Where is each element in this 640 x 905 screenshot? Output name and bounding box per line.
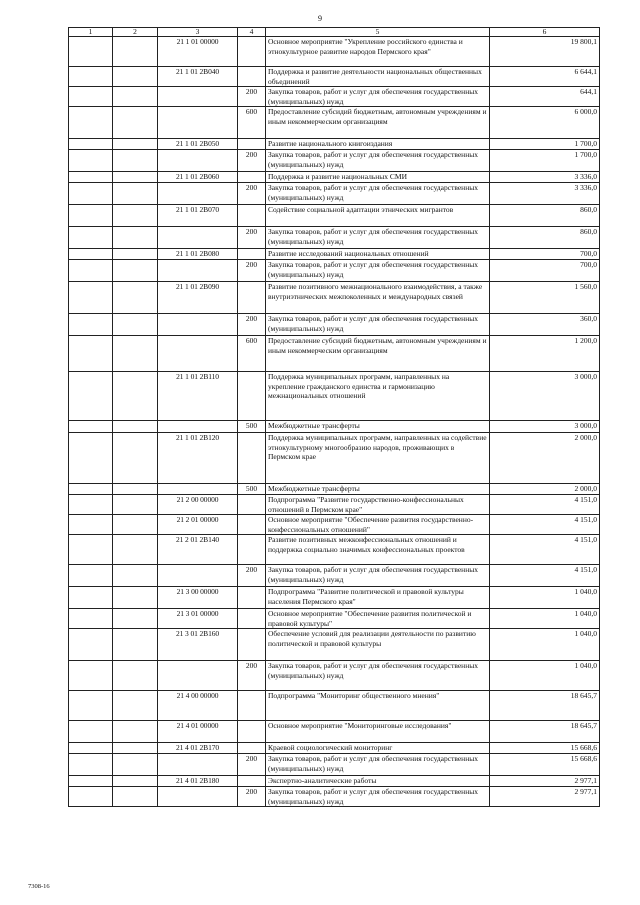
cell-col-1 [69, 691, 113, 721]
cell-item-name: Основное мероприятие "Обеспечение развития государственно-конфессиональных отношений" [266, 515, 490, 535]
cell-item-name: Основное мероприятие "Обеспечение развития политической и правовой культуры" [266, 609, 490, 629]
cell-budget-code: 21 1 01 2В120 [158, 433, 238, 484]
cell-budget-code: 21 2 00 00000 [158, 495, 238, 515]
header-row [69, 28, 600, 37]
cell-item-name: Закупка товаров, работ и услуг для обеспечения государственных (муниципальных) нужд [266, 565, 490, 587]
cell-item-name: Основное мероприятие "Мониторинговые исследования" [266, 721, 490, 743]
cell-col-1 [69, 754, 113, 776]
cell-expense-type [238, 629, 266, 661]
cell-col-2 [113, 336, 158, 372]
cell-expense-type [238, 372, 266, 421]
table-row [69, 776, 600, 787]
cell-col-1 [69, 205, 113, 227]
table-row [69, 691, 600, 721]
cell-amount: 2 000,0 [490, 484, 600, 495]
table-row [69, 787, 600, 807]
cell-expense-type [238, 743, 266, 754]
cell-expense-type: 200 [238, 754, 266, 776]
cell-item-name: Закупка товаров, работ и услуг для обеспечения государственных (муниципальных) нужд [266, 183, 490, 205]
cell-item-name: Закупка товаров, работ и услуг для обеспечения государственных (муниципальных) нужд [266, 787, 490, 807]
table-row [69, 37, 600, 67]
table-row [69, 139, 600, 150]
cell-item-name: Развитие национального книгоиздания [266, 139, 490, 150]
table-row [69, 754, 600, 776]
cell-amount: 860,0 [490, 205, 600, 227]
cell-item-name: Подпрограмма "Развитие политической и правовой культуры населения Пермского края" [266, 587, 490, 609]
cell-budget-code: 21 4 01 2В180 [158, 776, 238, 787]
table-row [69, 249, 600, 260]
cell-expense-type [238, 172, 266, 183]
cell-amount: 1 040,0 [490, 587, 600, 609]
cell-budget-code: 21 1 01 2В080 [158, 249, 238, 260]
cell-col-1 [69, 282, 113, 314]
cell-col-1 [69, 787, 113, 807]
header-col-4: 4 [238, 28, 266, 37]
cell-expense-type [238, 535, 266, 565]
cell-expense-type [238, 282, 266, 314]
cell-col-1 [69, 587, 113, 609]
cell-item-name: Развитие позитивных межконфессиональных отношений и поддержка социально значимых конфессиональных проектов [266, 535, 490, 565]
cell-amount: 18 645,7 [490, 721, 600, 743]
cell-amount: 1 040,0 [490, 629, 600, 661]
cell-budget-code: 21 1 01 00000 [158, 37, 238, 67]
table-row [69, 172, 600, 183]
cell-expense-type [238, 205, 266, 227]
cell-expense-type [238, 721, 266, 743]
cell-amount: 1 040,0 [490, 661, 600, 691]
cell-budget-code [158, 107, 238, 139]
cell-item-name: Межбюджетные трансферты [266, 421, 490, 433]
cell-item-name: Закупка товаров, работ и услуг для обеспечения государственных (муниципальных) нужд [266, 754, 490, 776]
header-col-3: 3 [158, 28, 238, 37]
table-row [69, 87, 600, 107]
cell-item-name: Закупка товаров, работ и услуг для обеспечения государственных (муниципальных) нужд [266, 150, 490, 172]
cell-col-1 [69, 314, 113, 336]
table-row [69, 743, 600, 754]
cell-expense-type [238, 139, 266, 150]
cell-amount: 700,0 [490, 249, 600, 260]
table-row [69, 629, 600, 661]
cell-item-name: Закупка товаров, работ и услуг для обеспечения государственных (муниципальных) нужд [266, 661, 490, 691]
cell-budget-code: 21 4 01 2В170 [158, 743, 238, 754]
cell-budget-code [158, 314, 238, 336]
cell-col-1 [69, 776, 113, 787]
budget-body [69, 37, 600, 807]
cell-item-name: Развитие позитивного межнационального взаимодействия, а также внутриэтнических межпоколенных и международных связей [266, 282, 490, 314]
cell-expense-type: 200 [238, 260, 266, 282]
budget-table [68, 27, 600, 807]
cell-budget-code: 21 1 01 2В070 [158, 205, 238, 227]
cell-col-2 [113, 249, 158, 260]
cell-amount: 3 000,0 [490, 372, 600, 421]
page-number: 9 [318, 14, 322, 23]
cell-col-1 [69, 172, 113, 183]
cell-budget-code [158, 150, 238, 172]
cell-col-2 [113, 433, 158, 484]
cell-budget-code: 21 2 01 00000 [158, 515, 238, 535]
cell-col-1 [69, 661, 113, 691]
cell-amount: 3 336,0 [490, 172, 600, 183]
table-row [69, 372, 600, 421]
cell-item-name: Подпрограмма "Мониторинг общественного мнения" [266, 691, 490, 721]
table-row [69, 587, 600, 609]
cell-col-2 [113, 139, 158, 150]
cell-col-1 [69, 150, 113, 172]
cell-item-name: Поддержка муниципальных программ, направленных на укрепление гражданского единства и гармонизацию межнациональных отношений [266, 372, 490, 421]
cell-expense-type: 200 [238, 87, 266, 107]
cell-col-1 [69, 67, 113, 87]
cell-col-2 [113, 787, 158, 807]
cell-col-2 [113, 172, 158, 183]
cell-amount: 2 977,1 [490, 787, 600, 807]
cell-amount: 4 151,0 [490, 535, 600, 565]
cell-col-1 [69, 484, 113, 495]
cell-budget-code: 21 1 01 2В110 [158, 372, 238, 421]
table-row [69, 150, 600, 172]
cell-expense-type [238, 776, 266, 787]
table-row [69, 67, 600, 87]
cell-amount: 6 000,0 [490, 107, 600, 139]
header-col-5: 5 [266, 28, 490, 37]
cell-col-1 [69, 565, 113, 587]
cell-col-2 [113, 515, 158, 535]
cell-amount: 3 336,0 [490, 183, 600, 205]
cell-amount: 1 040,0 [490, 609, 600, 629]
cell-amount: 2 977,1 [490, 776, 600, 787]
cell-expense-type: 200 [238, 314, 266, 336]
cell-col-2 [113, 421, 158, 433]
cell-item-name: Межбюджетные трансферты [266, 484, 490, 495]
cell-col-2 [113, 565, 158, 587]
cell-col-1 [69, 629, 113, 661]
cell-item-name: Экспертно-аналитические работы [266, 776, 490, 787]
cell-budget-code: 21 1 01 2В040 [158, 67, 238, 87]
cell-col-2 [113, 260, 158, 282]
cell-amount: 19 800,1 [490, 37, 600, 67]
cell-item-name: Содействие социальной адаптации этнических мигрантов [266, 205, 490, 227]
cell-amount: 644,1 [490, 87, 600, 107]
cell-col-1 [69, 433, 113, 484]
table-row [69, 433, 600, 484]
cell-budget-code [158, 787, 238, 807]
cell-item-name: Предоставление субсидий бюджетным, автономным учреждениям и иным некоммерческим организациям [266, 107, 490, 139]
cell-expense-type [238, 609, 266, 629]
cell-col-1 [69, 743, 113, 754]
cell-budget-code [158, 661, 238, 691]
cell-col-1 [69, 183, 113, 205]
cell-col-1 [69, 87, 113, 107]
cell-budget-code: 21 3 01 00000 [158, 609, 238, 629]
cell-amount: 15 668,6 [490, 754, 600, 776]
header-col-6: 6 [490, 28, 600, 37]
cell-expense-type: 200 [238, 565, 266, 587]
cell-col-2 [113, 587, 158, 609]
table-row [69, 314, 600, 336]
table-row [69, 661, 600, 691]
cell-expense-type [238, 691, 266, 721]
cell-budget-code [158, 421, 238, 433]
cell-expense-type [238, 495, 266, 515]
document-code: 7308-16 [28, 883, 50, 890]
cell-budget-code [158, 484, 238, 495]
cell-item-name: Развитие исследований национальных отношений [266, 249, 490, 260]
header-col-2: 2 [113, 28, 158, 37]
cell-col-1 [69, 227, 113, 249]
cell-col-1 [69, 139, 113, 150]
cell-budget-code: 21 3 00 00000 [158, 587, 238, 609]
cell-item-name: Краевой социологический мониторинг [266, 743, 490, 754]
cell-budget-code: 21 4 00 00000 [158, 691, 238, 721]
table-row [69, 227, 600, 249]
cell-item-name: Поддержка и развитие национальных СМИ [266, 172, 490, 183]
cell-expense-type: 500 [238, 421, 266, 433]
cell-col-1 [69, 515, 113, 535]
cell-col-1 [69, 535, 113, 565]
cell-expense-type: 200 [238, 661, 266, 691]
cell-item-name: Закупка товаров, работ и услуг для обеспечения государственных (муниципальных) нужд [266, 227, 490, 249]
cell-expense-type: 200 [238, 150, 266, 172]
cell-expense-type: 600 [238, 107, 266, 139]
cell-col-2 [113, 67, 158, 87]
cell-col-2 [113, 314, 158, 336]
cell-amount: 2 000,0 [490, 433, 600, 484]
cell-col-2 [113, 183, 158, 205]
cell-col-2 [113, 372, 158, 421]
cell-amount: 860,0 [490, 227, 600, 249]
header-col-1: 1 [69, 28, 113, 37]
cell-budget-code: 21 4 01 00000 [158, 721, 238, 743]
cell-amount: 1 200,0 [490, 336, 600, 372]
cell-item-name: Поддержка и развитие деятельности национальных общественных объединений [266, 67, 490, 87]
table-row [69, 609, 600, 629]
cell-col-1 [69, 249, 113, 260]
cell-budget-code [158, 183, 238, 205]
cell-item-name: Подпрограмма "Развитие государственно-конфессиональных отношений в Пермском крае" [266, 495, 490, 515]
table-row [69, 565, 600, 587]
cell-item-name: Поддержка муниципальных программ, направленных на содействие этнокультурному многообразию народов, проживающих в Пермском крае [266, 433, 490, 484]
cell-col-2 [113, 227, 158, 249]
cell-item-name: Закупка товаров, работ и услуг для обеспечения государственных (муниципальных) нужд [266, 314, 490, 336]
cell-col-2 [113, 495, 158, 515]
cell-col-1 [69, 107, 113, 139]
cell-budget-code: 21 1 01 2В090 [158, 282, 238, 314]
cell-item-name: Предоставление субсидий бюджетным, автономным учреждениям и иным некоммерческим организациям [266, 336, 490, 372]
cell-amount: 18 645,7 [490, 691, 600, 721]
cell-col-2 [113, 150, 158, 172]
table-row [69, 260, 600, 282]
cell-col-2 [113, 691, 158, 721]
cell-amount: 3 000,0 [490, 421, 600, 433]
cell-amount: 1 700,0 [490, 139, 600, 150]
table-row [69, 282, 600, 314]
table-row [69, 515, 600, 535]
cell-expense-type [238, 433, 266, 484]
cell-expense-type [238, 67, 266, 87]
cell-budget-code: 21 1 01 2В050 [158, 139, 238, 150]
cell-item-name: Закупка товаров, работ и услуг для обеспечения государственных (муниципальных) нужд [266, 87, 490, 107]
table-row [69, 721, 600, 743]
cell-expense-type [238, 37, 266, 67]
cell-col-2 [113, 629, 158, 661]
cell-expense-type: 200 [238, 227, 266, 249]
cell-budget-code: 21 1 01 2В060 [158, 172, 238, 183]
cell-item-name: Закупка товаров, работ и услуг для обеспечения государственных (муниципальных) нужд [266, 260, 490, 282]
cell-col-2 [113, 535, 158, 565]
cell-col-2 [113, 661, 158, 691]
cell-amount: 6 644,1 [490, 67, 600, 87]
cell-col-1 [69, 609, 113, 629]
cell-expense-type: 200 [238, 787, 266, 807]
cell-col-2 [113, 205, 158, 227]
cell-col-2 [113, 484, 158, 495]
cell-col-2 [113, 87, 158, 107]
cell-amount: 4 151,0 [490, 565, 600, 587]
cell-col-1 [69, 495, 113, 515]
table-row [69, 495, 600, 515]
table-row [69, 535, 600, 565]
table-row [69, 107, 600, 139]
table-row [69, 484, 600, 495]
cell-amount: 15 668,6 [490, 743, 600, 754]
table-row [69, 205, 600, 227]
cell-col-2 [113, 37, 158, 67]
cell-amount: 700,0 [490, 260, 600, 282]
cell-budget-code: 21 3 01 2В160 [158, 629, 238, 661]
cell-budget-code [158, 260, 238, 282]
cell-expense-type: 500 [238, 484, 266, 495]
cell-col-2 [113, 107, 158, 139]
cell-col-1 [69, 260, 113, 282]
cell-budget-code [158, 87, 238, 107]
cell-budget-code [158, 565, 238, 587]
cell-col-2 [113, 743, 158, 754]
cell-col-2 [113, 609, 158, 629]
cell-col-1 [69, 336, 113, 372]
cell-amount: 1 560,0 [490, 282, 600, 314]
cell-budget-code: 21 2 01 2В140 [158, 535, 238, 565]
cell-col-2 [113, 754, 158, 776]
cell-budget-code [158, 754, 238, 776]
cell-col-1 [69, 421, 113, 433]
table-row [69, 183, 600, 205]
cell-col-2 [113, 776, 158, 787]
cell-expense-type: 200 [238, 183, 266, 205]
cell-expense-type: 600 [238, 336, 266, 372]
cell-amount: 4 151,0 [490, 495, 600, 515]
cell-amount: 360,0 [490, 314, 600, 336]
table-row [69, 336, 600, 372]
cell-budget-code [158, 336, 238, 372]
cell-expense-type [238, 515, 266, 535]
table-row [69, 421, 600, 433]
cell-col-1 [69, 372, 113, 421]
cell-col-2 [113, 282, 158, 314]
cell-item-name: Основное мероприятие "Укрепление российского единства и этнокультурное развитие народов Пермского края" [266, 37, 490, 67]
cell-col-2 [113, 721, 158, 743]
cell-amount: 1 700,0 [490, 150, 600, 172]
cell-item-name: Обеспечение условий для реализации деятельности по развитию политической и правовой культуры [266, 629, 490, 661]
cell-expense-type [238, 587, 266, 609]
cell-expense-type [238, 249, 266, 260]
cell-col-1 [69, 721, 113, 743]
cell-budget-code [158, 227, 238, 249]
cell-amount: 4 151,0 [490, 515, 600, 535]
cell-col-1 [69, 37, 113, 67]
